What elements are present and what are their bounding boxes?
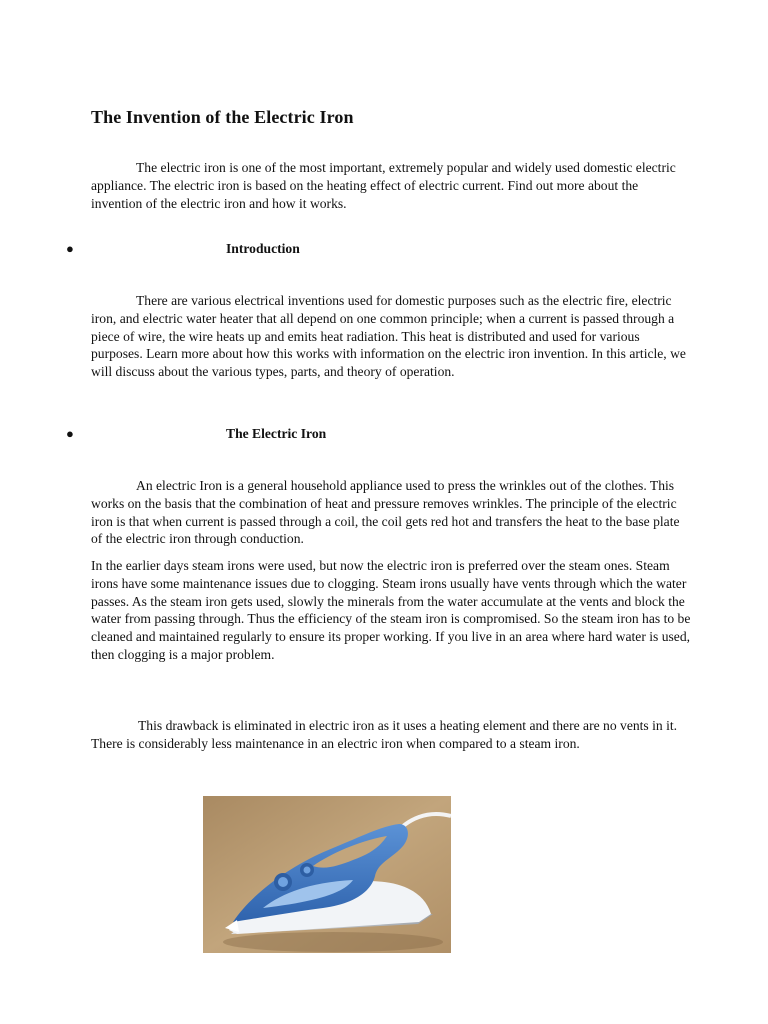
intro-paragraph: [91, 159, 691, 212]
introduction-text: There are various electrical inventions used for domestic purposes such as the electric fire, electric iron, and electric water heater that all depend on one common principle; when a current is passed through a piece of wire, the wire heats up and emits heat radiation. This heat is distributed and used for various purposes. Learn more about how this works with information on the electric iron invention. In this article, we will discuss about the various types, parts, and theory of operation.: [91, 293, 686, 380]
electric-iron-paragraph-2: In the earlier days steam irons were used, but now the electric iron is preferred over the steam ones. Steam irons have some maintenance issues due to clogging. Steam irons usually have vents through which the water passes. As the steam iron gets used, slowly the minerals from the water accumulate at the vents and block the water from passing through. Thus the efficiency of the steam iron is compromised. So the steam iron has to be cleaned and maintained regularly to ensure its proper working. If you live in an area where hard water is used, then clogging is a major problem.: [91, 558, 691, 662]
bullet-icon: ●: [66, 426, 74, 441]
bullet-icon: ●: [66, 241, 74, 256]
intro-text: The electric iron is one of the most important, extremely popular and widely used domestic electric appliance. The electric iron is based on the heating effect of electric current. Find out more about the invention of the electric iron and how it works.: [91, 160, 676, 211]
electric-iron-photo: [203, 796, 451, 953]
electric-iron-paragraph-3: [91, 717, 691, 753]
electric-iron-text-3: This drawback is eliminated in electric iron as it uses a heating element and there are no vents in it. There is considerably less maintenance in an electric iron when compared to a steam iron.: [91, 718, 678, 751]
electric-iron-paragraph-1: [91, 477, 691, 548]
iron-illustration: [203, 796, 451, 953]
introduction-paragraph: [91, 292, 691, 381]
document-title: The Invention of the Electric Iron: [91, 107, 354, 127]
electric-iron-text-1: An electric Iron is a general household appliance used to press the wrinkles out of the clothes. This works on the basis that the combination of heat and pressure removes wrinkles. The principle of the electric iron is that when current is passed through a coil, the coil gets red hot and transfers the heat to the base plate of the electric iron through conduction.: [91, 478, 680, 547]
section-heading-electric-iron: The Electric Iron: [226, 426, 327, 441]
section-heading-introduction: Introduction: [226, 241, 300, 256]
